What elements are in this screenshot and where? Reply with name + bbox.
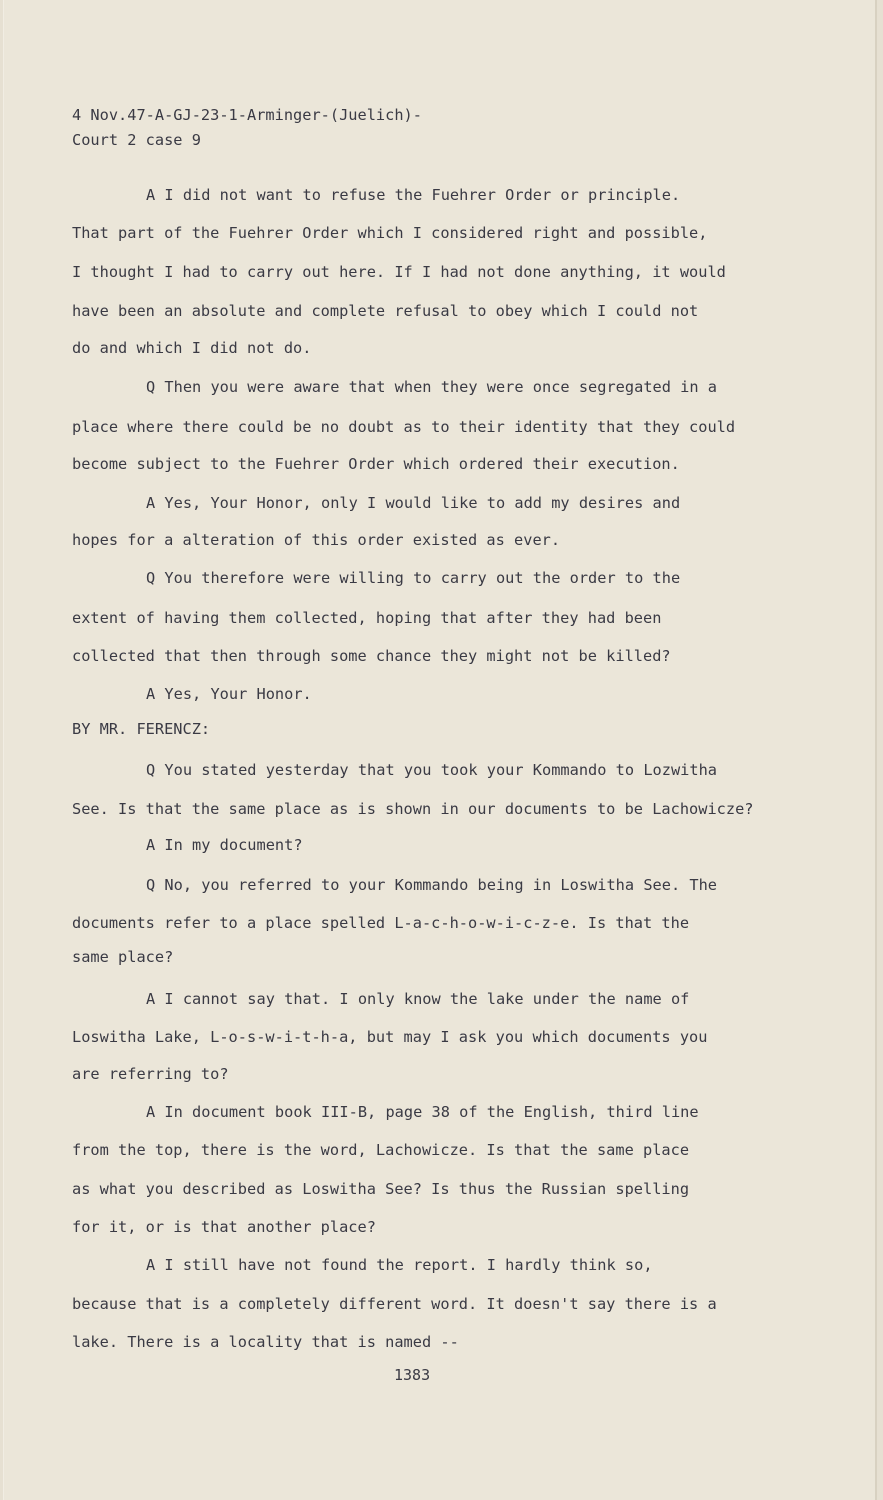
- body-line: A I still have not found the report. I hardly think so,: [146, 1256, 653, 1274]
- body-line: A Yes, Your Honor, only I would like to add my desires and: [146, 494, 681, 512]
- section-heading: BY MR. FERENCZ:: [72, 720, 211, 738]
- body-line: A I cannot say that. I only know the lake under the name of: [146, 990, 690, 1008]
- body-line: collected that then through some chance they might not be killed?: [72, 647, 671, 665]
- body-line: Loswitha Lake, L-o-s-w-i-t-h-a, but may I ask you which documents you: [72, 1028, 708, 1046]
- body-line: have been an absolute and complete refusal to obey which I could not: [72, 302, 699, 320]
- body-line: That part of the Fuehrer Order which I considered right and possible,: [72, 224, 708, 242]
- body-line: extent of having them collected, hoping that after they had been: [72, 609, 662, 627]
- body-line: A I did not want to refuse the Fuehrer Order or principle.: [146, 186, 681, 204]
- header-line-1: 4 Nov.47-A-GJ-23-1-Arminger-(Juelich)-: [72, 106, 422, 124]
- body-line: I thought I had to carry out here. If I had not done anything, it would: [72, 263, 726, 281]
- body-line: same place?: [72, 948, 174, 966]
- body-line: as what you described as Loswitha See? Is thus the Russian spelling: [72, 1180, 690, 1198]
- body-line: because that is a completely different word. It doesn't say there is a: [72, 1295, 717, 1313]
- body-line: place where there could be no doubt as to their identity that they could: [72, 418, 736, 436]
- page-number: 1383: [394, 1366, 431, 1384]
- body-line: Q You therefore were willing to carry out the order to the: [146, 569, 681, 587]
- body-line: See. Is that the same place as is shown in our documents to be Lachowicze?: [72, 800, 754, 818]
- header-line-2: Court 2 case 9: [72, 131, 201, 149]
- body-line: A In my document?: [146, 836, 303, 854]
- body-line: lake. There is a locality that is named --: [72, 1333, 459, 1351]
- body-line: Q You stated yesterday that you took your Kommando to Lozwitha: [146, 761, 717, 779]
- body-line: from the top, there is the word, Lachowicze. Is that the same place: [72, 1141, 690, 1159]
- document-page: [4, 0, 875, 1500]
- body-line: documents refer to a place spelled L-a-c-h-o-w-i-c-z-e. Is that the: [72, 914, 690, 932]
- body-line: A Yes, Your Honor.: [146, 685, 312, 703]
- body-line: hopes for a alteration of this order existed as ever.: [72, 531, 561, 549]
- body-line: Q Then you were aware that when they were once segregated in a: [146, 378, 717, 396]
- body-line: become subject to the Fuehrer Order which ordered their execution.: [72, 455, 680, 473]
- body-line: for it, or is that another place?: [72, 1218, 376, 1236]
- body-line: Q No, you referred to your Kommando being in Loswitha See. The: [146, 876, 717, 894]
- body-line: are referring to?: [72, 1065, 229, 1083]
- body-line: A In document book III-B, page 38 of the English, third line: [146, 1103, 699, 1121]
- body-line: do and which I did not do.: [72, 339, 312, 357]
